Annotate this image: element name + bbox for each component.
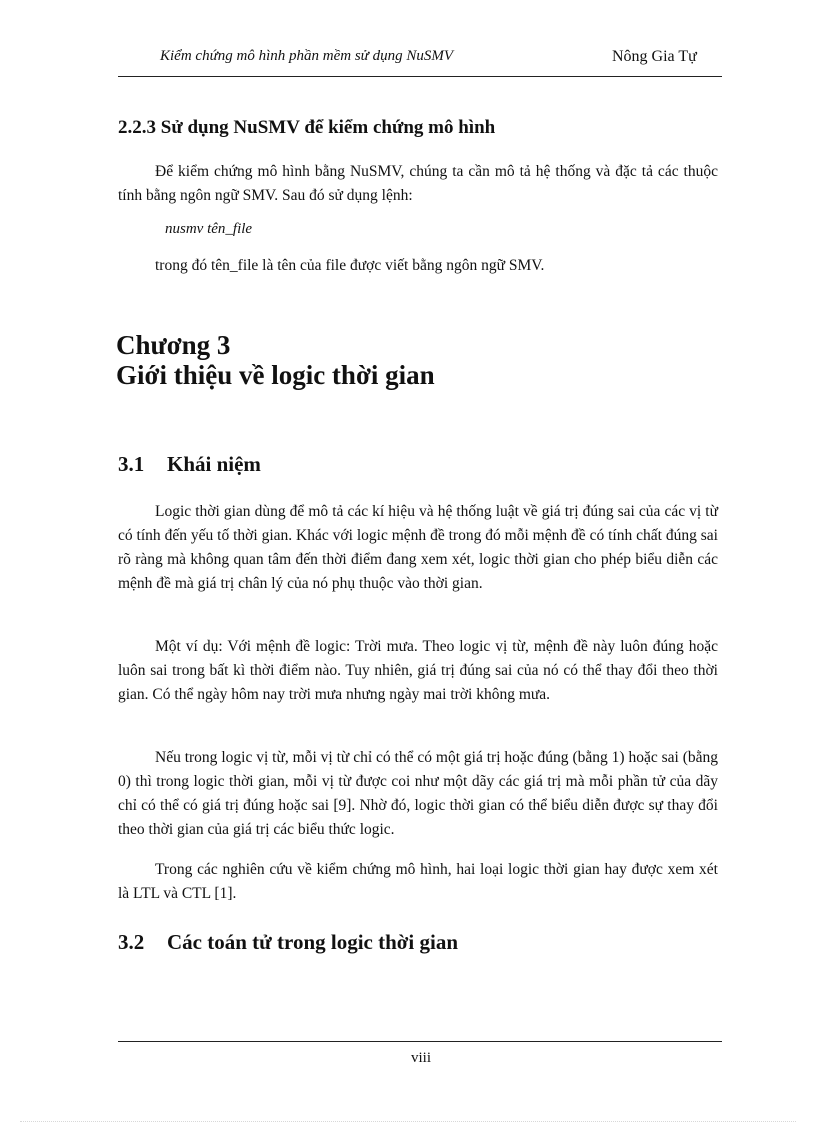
section-number: 3.1	[118, 452, 145, 476]
page-number: viii	[410, 1050, 431, 1066]
chapter-number: Chương 3	[116, 330, 231, 360]
footer-rule	[118, 1041, 722, 1042]
paragraph: Trong các nghiên cứu về kiểm chứng mô hình, hai loại logic thời gian hay được xem xét là LTL và CTL [1].	[118, 861, 718, 902]
running-header-author: Nông Gia Tự	[612, 48, 697, 65]
paragraph: Để kiểm chứng mô hình bằng NuSMV, chúng ta cần mô tả hệ thống và đặc tả các thuộc tính bằng ngôn ngữ SMV. Sau đó sử dụng lệnh:	[118, 163, 718, 204]
chapter-title: Giới thiệu về logic thời gian	[116, 360, 435, 390]
page-edge-divider	[20, 1121, 796, 1122]
section-title: Các toán tử trong logic thời gian	[167, 930, 459, 954]
section-number: 3.2	[118, 930, 145, 954]
section-title: Khái niệm	[167, 452, 261, 476]
paragraph: Một ví dụ: Với mệnh đề logic: Trời mưa. Theo logic vị từ, mệnh đề này luôn đúng hoặc luôn sai trong bất kì thời điểm nào. Tuy nhiên, giá trị đúng sai của nó có thể thay đổi theo thời gian. Có thể ngày hôm nay trời mưa nhưng ngày mai trời không mưa.	[118, 638, 718, 703]
command-example: nusmv tên_file	[165, 221, 253, 237]
section-heading-3-2	[118, 930, 458, 955]
paragraph: trong đó tên_file là tên của file được viết bằng ngôn ngữ SMV.	[155, 257, 545, 274]
section-heading-3-1	[118, 452, 261, 477]
subsection-heading-2-2-3: 2.2.3 Sử dụng NuSMV để kiểm chứng mô hình	[118, 117, 496, 138]
paragraph: Nếu trong logic vị từ, mỗi vị từ chỉ có thể có một giá trị hoặc đúng (bằng 1) hoặc sai (bằng 0) thì trong logic thời gian, mỗi vị từ được coi như một dãy các giá trị mà mỗi phần tử của dãy chỉ có thể có giá trị đúng hoặc sai [9]. Nhờ đó, logic thời gian có thể biểu diễn được sự thay đổi theo thời gian của giá trị các biểu thức logic.	[118, 749, 718, 838]
paragraph: Logic thời gian dùng để mô tả các kí hiệu và hệ thống luật về giá trị đúng sai của các vị từ có tính đến yếu tố thời gian. Khác với logic mệnh đề trong đó mỗi mệnh đề có tính chất đúng sai rõ ràng mà không quan tâm đến thời điểm đang xem xét, logic thời gian cho phép biểu diễn các mệnh đề mà giá trị chân lý của nó phụ thuộc vào thời gian.	[118, 503, 718, 592]
header-rule	[118, 76, 722, 77]
chapter-heading	[116, 330, 435, 390]
running-header-title: Kiểm chứng mô hình phần mềm sử dụng NuSMV	[160, 48, 454, 64]
